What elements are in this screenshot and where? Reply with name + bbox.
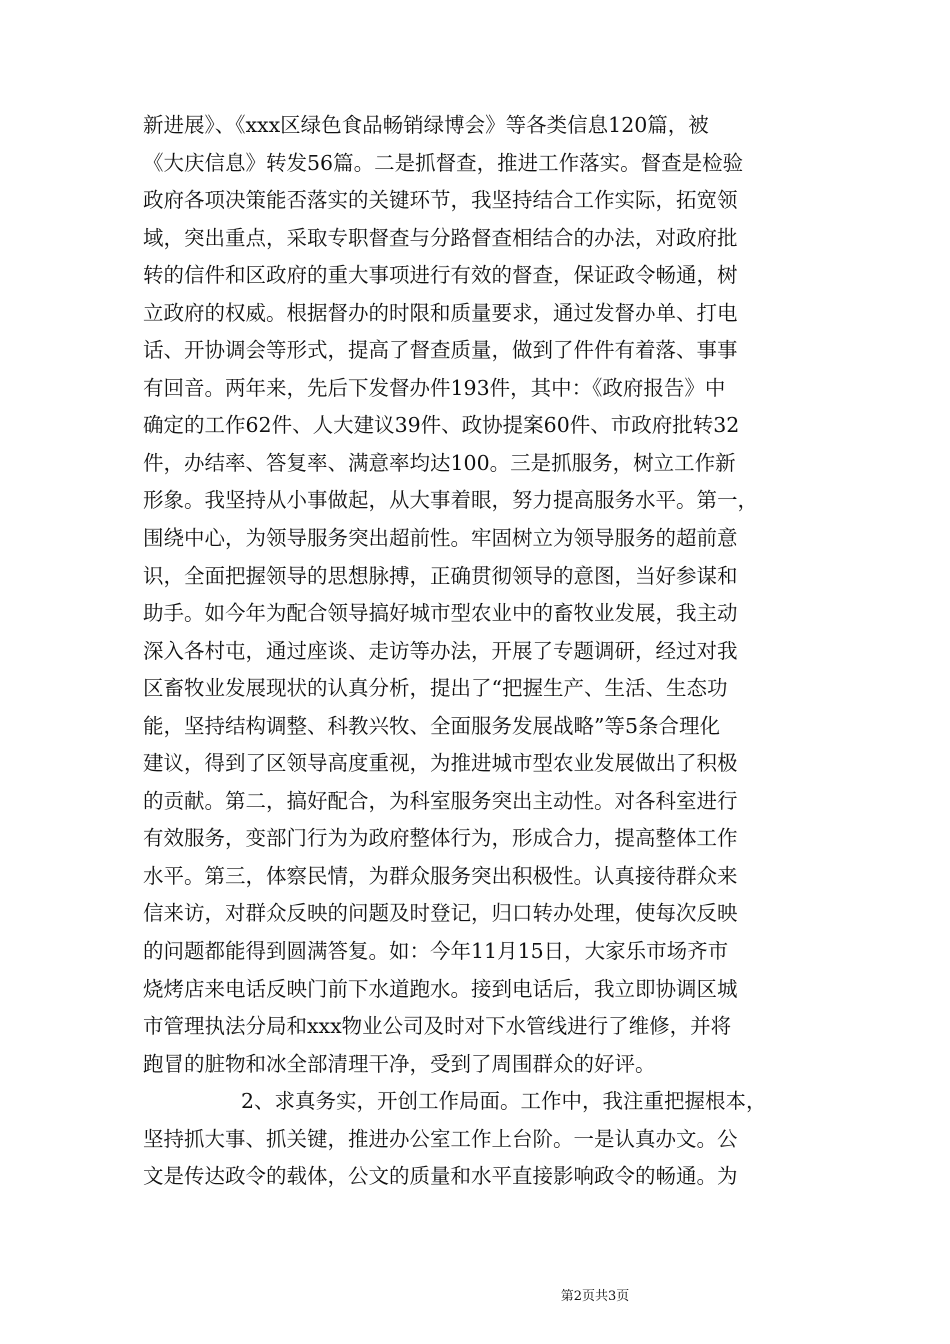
text-line: 件，办结率、答复率、满意率均达100。三是抓服务，树立工作新 xyxy=(143,450,736,475)
text-line: 域，突出重点，采取专职督查与分路督查相结合的办法，对政府批 xyxy=(143,225,738,250)
text-line: 确定的工作62件、人大建议39件、政协提案60件、市政府批转32 xyxy=(143,413,740,438)
text-line: 文是传达政令的载体，公文的质量和水平直接影响政令的畅通。为 xyxy=(143,1164,738,1189)
text-line: 建议，得到了区领导高度重视，为推进城市型农业发展做出了积极 xyxy=(143,751,738,776)
text-line: 的贡献。第二，搞好配合，为科室服务突出主动性。对各科室进行 xyxy=(143,788,738,813)
text-line: 烧烤店来电话反映门前下水道跑水。接到电话后，我立即协调区城 xyxy=(143,976,738,1001)
text-line: 水平。第三，体察民情，为群众服务突出积极性。认真接待群众来 xyxy=(143,863,738,888)
text-line: 识，全面把握领导的思想脉搏，正确贯彻领导的意图，当好参谋和 xyxy=(143,563,738,588)
text-line: 话、开协调会等形式，提高了督查质量，做到了件件有着落、事事 xyxy=(143,338,738,363)
text-line: 有回音。两年来，先后下发督办件193件，其中：《政府报告》中 xyxy=(143,375,726,400)
text-line: 政府各项决策能否落实的关键环节，我坚持结合工作实际，拓宽领 xyxy=(143,188,738,213)
text-line: 围绕中心，为领导服务突出超前性。牢固树立为领导服务的超前意 xyxy=(143,526,738,551)
page-footer xyxy=(0,1288,950,1306)
text-line: 坚持抓大事、抓关键，推进办公室工作上台阶。一是认真办文。公 xyxy=(143,1126,738,1151)
text-line: 能，坚持结构调整、科教兴牧、全面服务发展战略”等5条合理化 xyxy=(143,713,721,738)
text-line: 《大庆信息》转发56篇。二是抓督查，推进工作落实。督查是检验 xyxy=(143,150,744,175)
text-line: 有效服务，变部门行为为政府整体行为，形成合力，提高整体工作 xyxy=(143,826,738,851)
paragraph-start-line: 2、求真务实，开创工作局面。工作中，我注重把握根本， xyxy=(241,1089,767,1114)
page-number: 第2页共3页 xyxy=(560,1289,630,1304)
text-line: 信来访，对群众反映的问题及时登记，归口转办处理，使每次反映 xyxy=(143,901,738,926)
text-line: 市管理执法分局和xxx物业公司及时对下水管线进行了维修，并将 xyxy=(143,1014,732,1039)
text-line: 形象。我坚持从小事做起，从大事着眼，努力提高服务水平。第一， xyxy=(143,488,758,513)
text-line: 跑冒的脏物和冰全部清理干净，受到了周围群众的好评。 xyxy=(143,1051,656,1076)
text-line: 助手。如今年为配合领导搞好城市型农业中的畜牧业发展，我主动 xyxy=(143,601,738,626)
body-text xyxy=(143,107,811,1196)
text-line: 立政府的权威。根据督办的时限和质量要求，通过发督办单、打电 xyxy=(143,300,738,325)
text-line: 区畜牧业发展现状的认真分析，提出了“把握生产、生活、生态功 xyxy=(143,676,728,701)
text-line: 新进展》、《xxx区绿色食品畅销绿博会》等各类信息120篇，被 xyxy=(143,113,709,137)
text-line: 深入各村屯，通过座谈、走访等办法，开展了专题调研，经过对我 xyxy=(143,638,738,663)
text-line: 的问题都能得到圆满答复。如：今年11月15日，大家乐市场齐市 xyxy=(143,939,729,964)
text-line: 转的信件和区政府的重大事项进行有效的督查，保证政令畅通，树 xyxy=(143,263,738,288)
